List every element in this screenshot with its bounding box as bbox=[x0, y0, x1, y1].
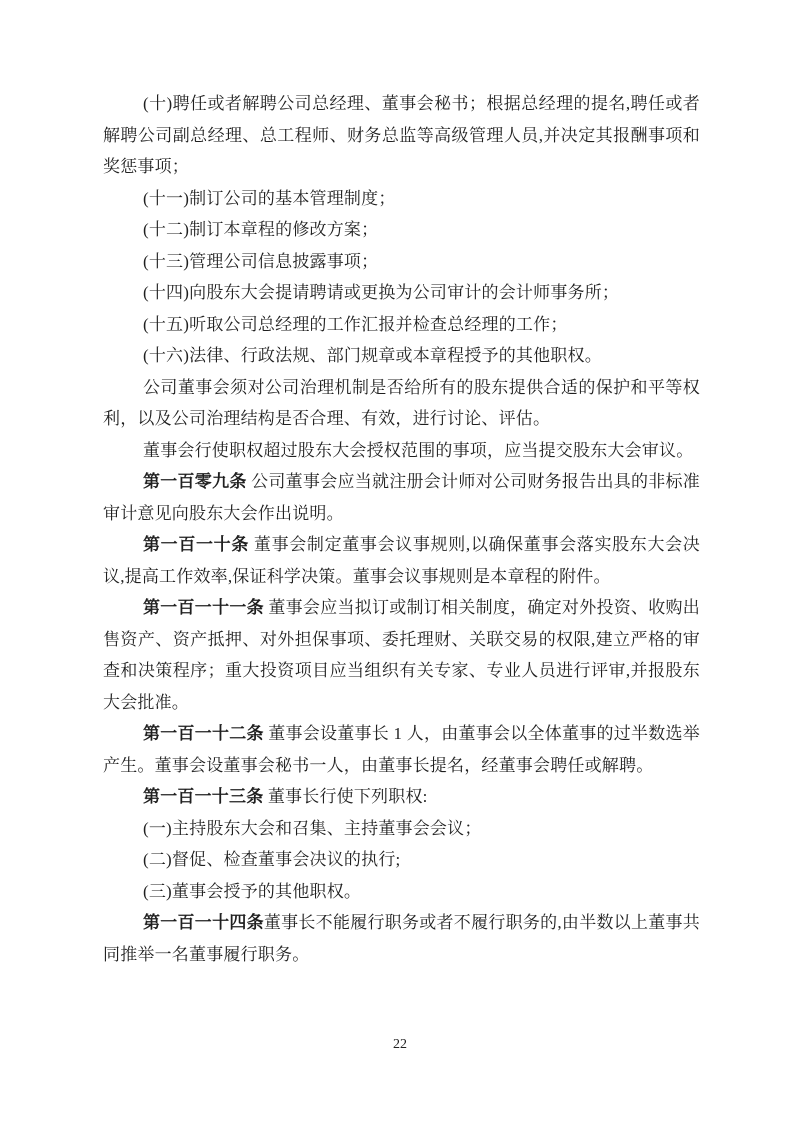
paragraph-text: 公司董事会应当就注册会计师对公司财务报告出具的非标准审计意见向股东大会作出说明。 bbox=[103, 472, 700, 523]
article-number: 第一百一十一条 bbox=[143, 598, 264, 617]
paragraph bbox=[103, 844, 700, 876]
paragraph-text: (十二)制订本章程的修改方案； bbox=[143, 220, 379, 239]
paragraph-text: (十一)制订公司的基本管理制度； bbox=[143, 188, 396, 208]
paragraph bbox=[103, 340, 700, 372]
paragraph-text: 董事会设董事长 1 人，由董事会以全体董事的过半数选举产生。董事会设董事会秘书一人，由董事长提名，经董事会聘任或解聘。 bbox=[103, 724, 700, 775]
paragraph-text: 董事长不能履行职务或者不履行职务的,由半数以上董事共同推举一名董事履行职务。 bbox=[103, 913, 700, 964]
paragraph-text: (十五)听取公司总经理的工作汇报并检查总经理的工作； bbox=[143, 314, 568, 334]
paragraph-text: (三)董事会授予的其他职权。 bbox=[143, 881, 362, 901]
document-body bbox=[103, 88, 700, 970]
paragraph-text: 董事会应当拟订或制订相关制度，确定对外投资、收购出售资产、资产抵押、对外担保事项、委托理财、关联交易的权限,建立严格的审查和决策程序；重大投资项目应当组织有关专家、专业人员进行评审,并报股东大会批准。 bbox=[103, 598, 700, 712]
paragraph bbox=[103, 781, 700, 813]
paragraph-text: 公司董事会须对公司治理机制是否给所有的股东提供合适的保护和平等权利，以及公司治理结构是否合理、有效，进行讨论、评估。 bbox=[103, 377, 700, 428]
article-number: 第一百一十三条 bbox=[143, 787, 264, 806]
paragraph-text: (十四)向股东大会提请聘请或更换为公司审计的会计师事务所； bbox=[143, 283, 620, 302]
paragraph bbox=[103, 907, 700, 970]
paragraph bbox=[103, 277, 700, 309]
paragraph bbox=[103, 183, 700, 215]
paragraph-text: 董事会制定董事会议事规则,以确保董事会落实股东大会决议,提高工作效率,保证科学决策。董事会议事规则是本章程的附件。 bbox=[103, 535, 700, 586]
paragraph bbox=[103, 718, 700, 781]
paragraph-text: (二)督促、检查董事会决议的执行; bbox=[143, 850, 401, 869]
paragraph bbox=[103, 372, 700, 435]
paragraph bbox=[103, 466, 700, 529]
paragraph bbox=[103, 876, 700, 908]
paragraph bbox=[103, 309, 700, 341]
article-number: 第一百零九条 bbox=[143, 472, 247, 491]
paragraph-text: 董事会行使职权超过股东大会授权范围的事项，应当提交股东大会审议。 bbox=[143, 440, 694, 460]
article-number: 第一百一十条 bbox=[143, 535, 249, 554]
paragraph bbox=[103, 88, 700, 183]
paragraph bbox=[103, 214, 700, 246]
article-number: 第一百一十二条 bbox=[143, 724, 264, 743]
article-number: 第一百一十四条 bbox=[143, 913, 264, 932]
paragraph-text: (十六)法律、行政法规、部门规章或本章程授予的其他职权。 bbox=[143, 346, 602, 365]
paragraph bbox=[103, 592, 700, 718]
paragraph-text: (十)聘任或者解聘公司总经理、董事会秘书；根据总经理的提名,聘任或者解聘公司副总经理、总工程师、财务总监等高级管理人员,并决定其报酬事项和奖惩事项； bbox=[103, 94, 700, 176]
page-number: 22 bbox=[393, 1037, 407, 1052]
paragraph bbox=[103, 435, 700, 467]
paragraph-text: (一)主持股东大会和召集、主持董事会会议； bbox=[143, 818, 482, 838]
paragraph-text: (十三)管理公司信息披露事项； bbox=[143, 251, 379, 271]
paragraph bbox=[103, 529, 700, 592]
paragraph bbox=[103, 246, 700, 278]
paragraph-text: 董事长行使下列职权: bbox=[263, 787, 428, 806]
paragraph bbox=[103, 813, 700, 845]
